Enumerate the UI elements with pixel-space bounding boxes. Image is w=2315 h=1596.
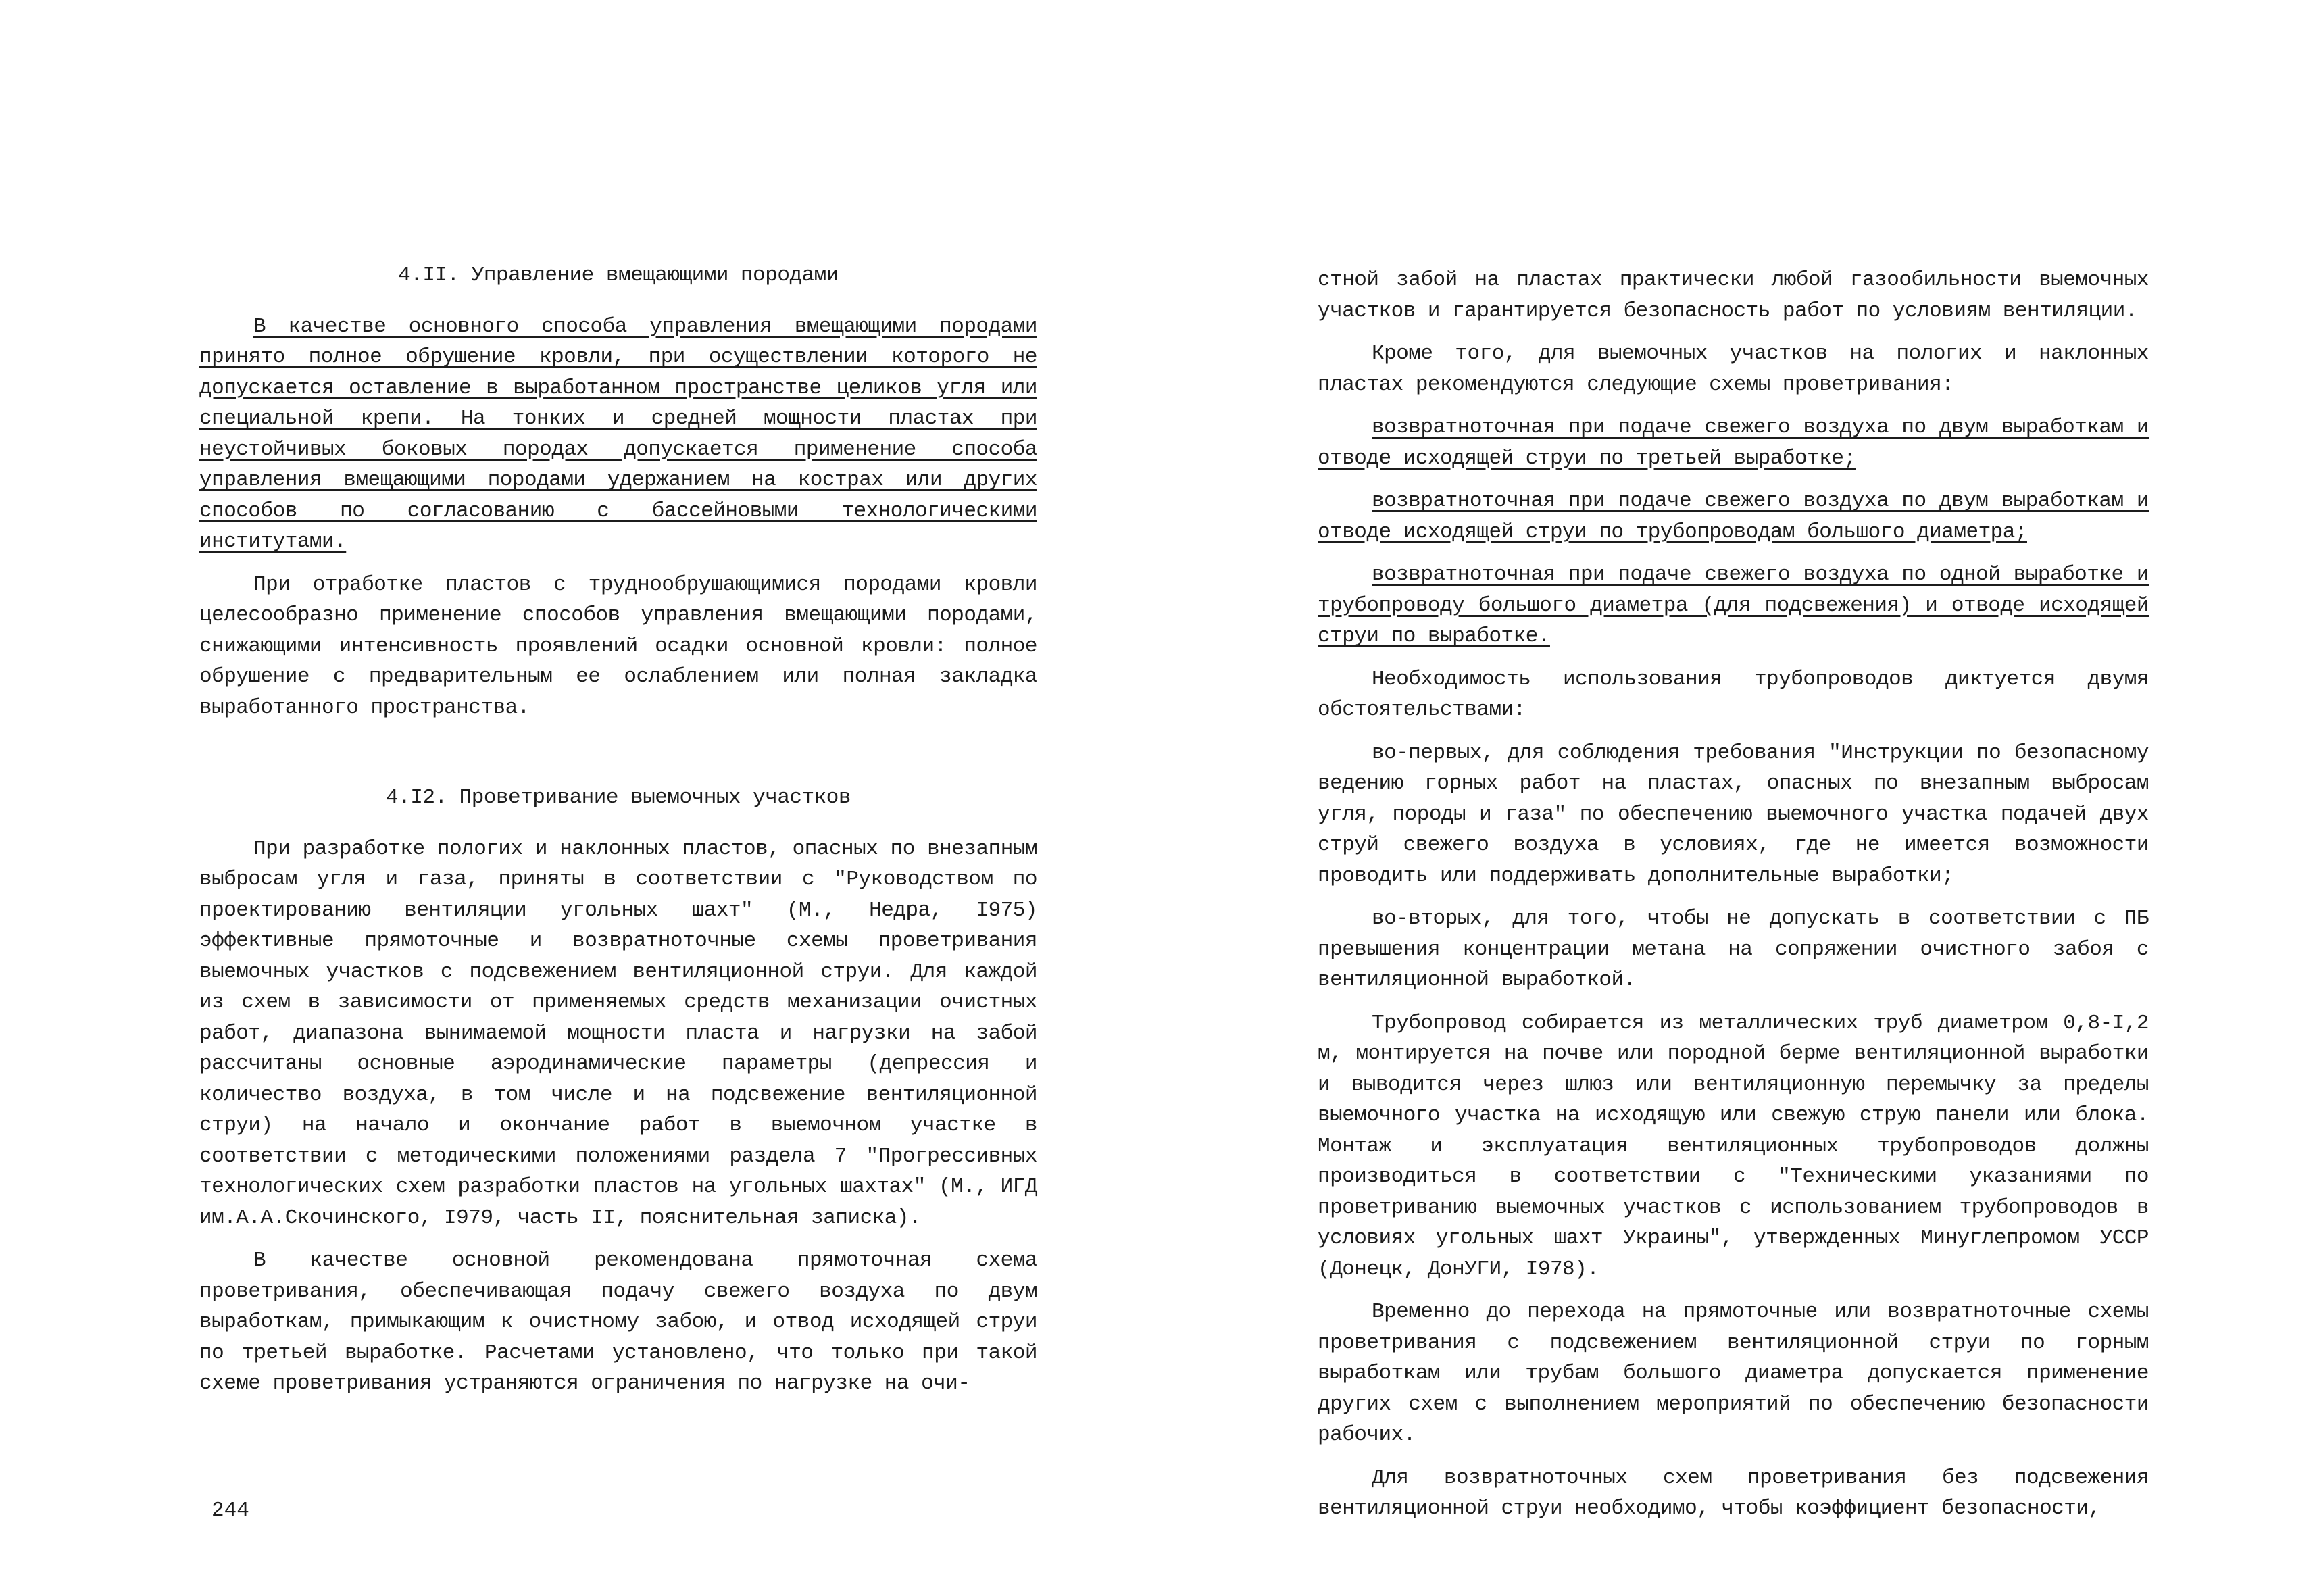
left-page [199,260,1037,1412]
paragraph-recommended-scheme: В качестве основной рекомендована прямоточная схема проветривания, обеспечивающая подачу свежего воздуха по двум выработкам, примыкающим к очистному забою, и отвод исходящей струи по третьей выработке. Расчетами установлено, что только при такой схеме проветривания устраняются ограничения по нагрузке на очи- [199,1249,1037,1395]
paragraph-pipeline-assembly: Трубопровод собирается из металлических труб диаметром 0,8-I,2 м, монтируется на почве или породной берме вентиляционной выработки и выводится через шлюз или вентиляционную перемычку за пределы выемочного участка на исходящую или свежую струю панели или блока. Монтаж и эксплуатация вентиляционных трубопроводов должны производиться в соответствии с "Техническими указаниями по проветриванию выемочных участков с использованием трубопроводов в условиях угольных шахт Украины", утвержденных Минуглепромом УССР (Донецк, ДонУГИ, I978). [1318,1011,2149,1281]
paragraph-ventilation-schemes: При разработке пологих и наклонных пластов, опасных по внезапным выбросам угля и газа, приняты в соответствии с "Руководством по проектированию вентиляции угольных шахт" (М., Недра, I975) эффективные прямоточные и возвратноточные схемы проветривания выемочных участков с подсвежением вентиляционной струи. Для каждой из схем в зависимости от применяемых средств механизации очистных работ, диапазона вынимаемой мощности пласта и нагрузки на забой рассчитаны основные аэродинамические параметры (депрессия и количество воздуха, в том числе и на подсвежение вентиляционной струи) на начало и окончание работ в выемочном участке в соответствии с методическими положениями раздела 7 "Прогрессивных технологических схем разработки пластов на угольных шахтах" (М., ИГД им.А.А.Скочинского, I979, часть II, пояснительная записка). [199,837,1037,1230]
paragraph-second-reason: во-вторых, для того, чтобы не допускать в соответствии с ПБ превышения концентрации метана на сопряжении очистного забоя с вентиляционной выработкой. [1318,907,2149,992]
paragraph-roof-caving: В качестве основного способа управления вмещающими породами принято полное обрушение кровли, при осуществлении которого не допускается оставление в выработанном пространстве целиков угля или специальной крепи. На тонких и средней мощности пластах при неустойчивых боковых породах допускается применение способа управления вмещающими породами удержанием на кострах или других способов по согласованию с бассейновыми технологическими институтами. [199,314,1037,553]
paragraph-safety-coefficient: Для возвратноточных схем проветривания без подсвежения вентиляционной струи необходимо, чтобы коэффициент безопасности, [1318,1466,2149,1520]
list-item-scheme-3: возвратноточная при подаче свежего воздуха по одной выработке и трубопроводу большого диаметра (для подсвежения) и отводе исходящей струи по выработке. [1318,563,2149,648]
section-heading-rock-control: 4.II. Управление вмещающими породами [398,264,839,287]
page-number: 244 [211,1499,249,1522]
paragraph-first-reason: во-первых, для соблюдения требования "Инструкции по безопасному ведению горных работ на пластах, опасных по внезапным выбросам угля, породы и газа" по обеспечению выемочного участка подачей двух струй свежего воздуха в условиях, где не имеется возможности проводить или поддерживать дополнительные выработки; [1318,741,2149,888]
section-heading-ventilation: 4.I2. Проветривание выемочных участков [386,786,851,809]
paragraph-hard-roof: При отработке пластов с труднообрушающимися породами кровли целесообразно применение способов управления вмещающими породами, снижающими интенсивность проявлений осадки основной кровли: полное обрушение с предварительным ее ослаблением или полная закладка выработанного пространства. [199,572,1037,720]
paragraph-other-schemes: Кроме того, для выемочных участков на пологих и наклонных пластах рекомендуются следующие схемы проветривания: [1318,342,2149,397]
list-item-scheme-1: возвратноточная при подаче свежего воздуха по двум выработкам и отводе исходящей струи по третьей выработке; [1318,416,2149,470]
list-item-scheme-2: возвратноточная при подаче свежего воздуха по двум выработкам и отводе исходящей струи по трубопроводам большого диаметра; [1318,489,2149,544]
paragraph-continuation: стной забой на пластах практически любой газообильности выемочных участков и гарантируется безопасность работ по условиям вентиляции. [1318,268,2149,323]
right-page [1318,265,2149,1537]
paragraph-pipeline-necessity: Необходимость использования трубопроводов диктуется двумя обстоятельствами: [1318,667,2149,722]
paragraph-temporary-schemes: Временно до перехода на прямоточные или возвратноточные схемы проветривания с подсвежением вентиляционной струи по горным выработкам или трубам большого диаметра допускается применение других схем с выполнением мероприятий по обеспечению безопасности рабочих. [1318,1300,2149,1447]
